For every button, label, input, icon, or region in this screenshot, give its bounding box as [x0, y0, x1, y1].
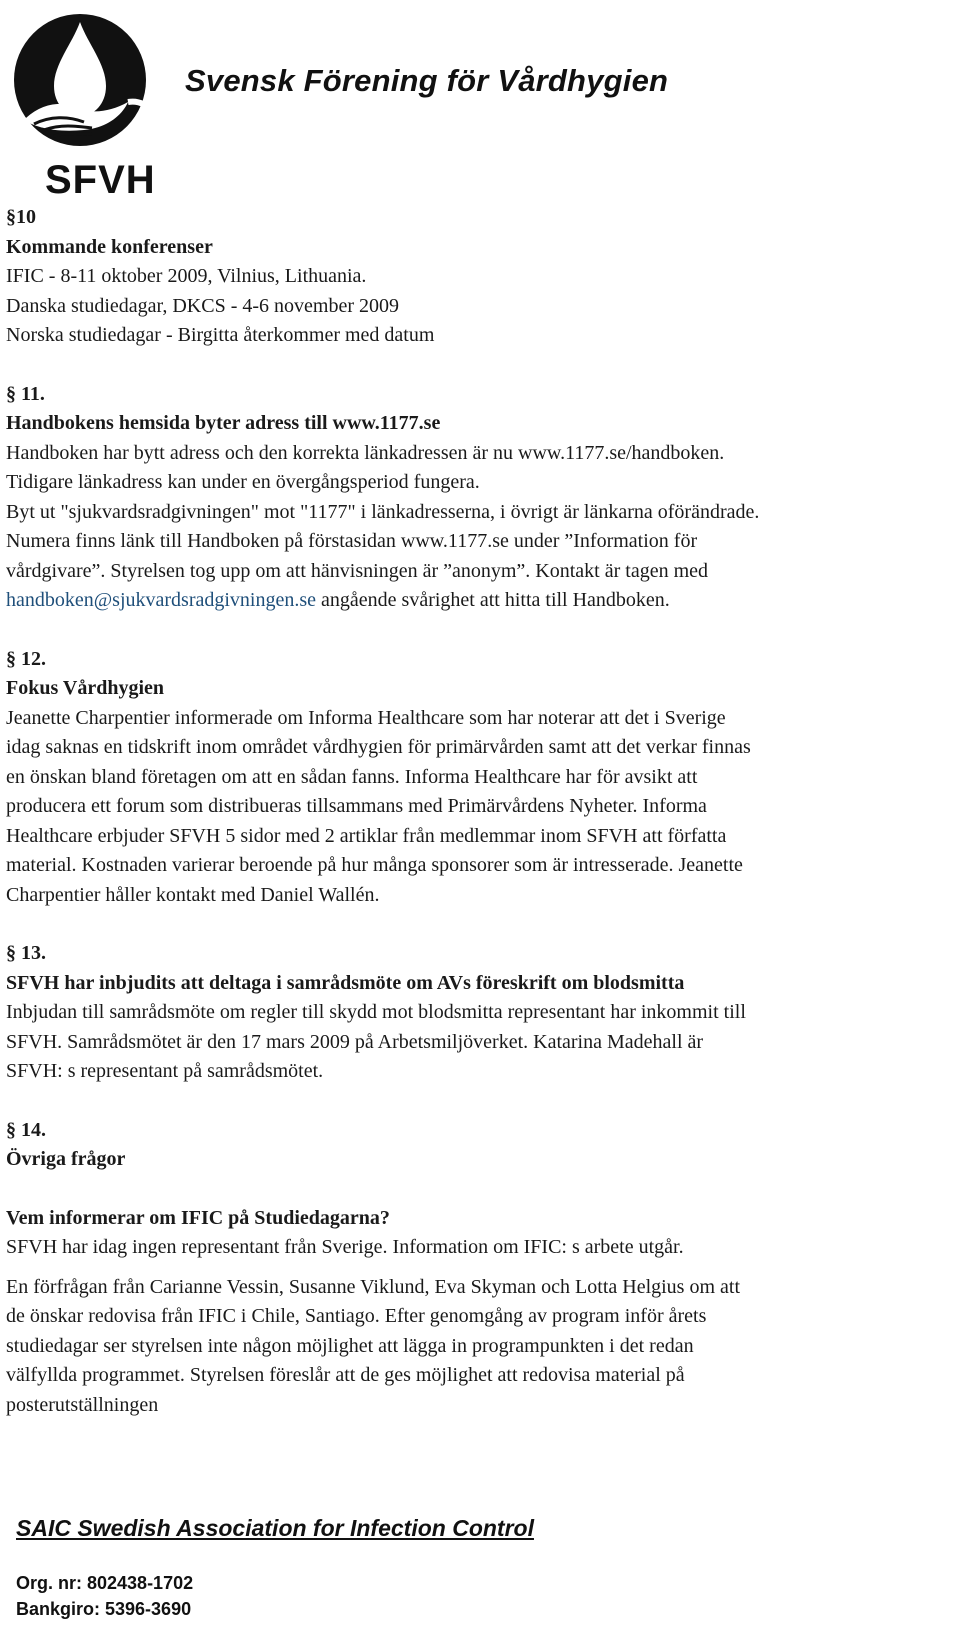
- section-title: Kommande konferenser: [6, 235, 213, 258]
- section-line: Healthcare erbjuder SFVH 5 sidor med 2 artiklar från medlemmar inom SFVH att författa: [6, 824, 727, 847]
- sfvh-logo: [10, 8, 720, 208]
- section-line: Norska studiedagar - Birgitta återkommer med datum: [6, 324, 435, 346]
- section-line: producera ett forum som distribueras tillsammans med Primärvårdens Nyheter. Informa: [6, 795, 707, 817]
- section-line: studiedagar ser styrelsen inte någon möjlighet att lägga in programpunkten i det redan: [6, 1334, 694, 1357]
- section-line: Charpentier håller kontakt med Daniel Wallén.: [6, 883, 380, 906]
- spacer: [6, 616, 956, 645]
- section-line: SFVH: s representant på samrådsmötet.: [6, 1060, 324, 1082]
- section-line: material. Kostnaden varierar beroende på hur många sponsorer som är intresserade. Jeanette: [6, 854, 743, 876]
- section-line: välfyllda programmet. Styrelsen föreslår att de ges möjlighet att redovisa material på: [6, 1364, 685, 1386]
- section-number: § 14.: [6, 1118, 46, 1141]
- spacer: [16, 1542, 534, 1570]
- section-title: SFVH har inbjudits att deltaga i samrådsmöte om AVs föreskrift om blodsmitta: [6, 971, 685, 994]
- section-10: [6, 203, 956, 351]
- spacer: [6, 1175, 956, 1204]
- section-line-rest: angående svårighet att hitta till Handboken.: [316, 589, 670, 611]
- section-line: Tidigare länkadress kan under en övergångsperiod fungera.: [6, 471, 480, 493]
- section-number: § 11.: [6, 382, 45, 405]
- section-line: Danska studiedagar, DKCS - 4-6 november 2009: [6, 294, 400, 317]
- org-abbr: SFVH: [45, 158, 156, 202]
- section-line: Byt ut "sjukvardsradgivningen" mot "1177" i länkadresserna, i övrigt är länkarna oförändrade.: [6, 500, 760, 523]
- section-number: § 13.: [6, 942, 46, 964]
- section-13: [6, 939, 956, 1087]
- section-line: Jeanette Charpentier informerade om Informa Healthcare som har noterar att det i Sverige: [6, 706, 726, 729]
- section-line: de önskar redovisa från IFIC i Chile, Santiago. Efter genomgång av program inför årets: [6, 1305, 707, 1327]
- footer-bankgiro: Bankgiro: 5396-3690: [16, 1599, 192, 1619]
- spacer: [6, 910, 956, 939]
- section-title: Övriga frågor: [6, 1148, 126, 1170]
- section-line: idag saknas en tidskrift inom området vårdhygien för primärvården samt att det verkar finnas: [6, 736, 751, 758]
- section-line: Handboken har bytt adress och den korrekta länkadressen är nu www.1177.se/handboken.: [6, 441, 725, 464]
- footer-org-nr: Org. nr: 802438-1702: [16, 1573, 194, 1593]
- minutes-body: [6, 203, 956, 1420]
- org-full-name: Svensk Förening för Vårdhygien: [185, 63, 669, 98]
- section-title: Fokus Vårdhygien: [6, 677, 165, 699]
- drop-hand-emblem-icon: [10, 8, 190, 158]
- section-line: posterutställningen: [6, 1393, 159, 1416]
- section-line: Numera finns länk till Handboken på förstasidan www.1177.se under ”Information för: [6, 530, 698, 552]
- email-link[interactable]: handboken@sjukvardsradgivningen.se: [6, 589, 317, 611]
- section-line: IFIC - 8-11 oktober 2009, Vilnius, Lithuania.: [6, 265, 367, 287]
- section-title: Handbokens hemsida byter adress till www.1177.se: [6, 412, 441, 434]
- section-12: [6, 645, 956, 911]
- spacer: [6, 1087, 956, 1116]
- spacer: [6, 1263, 956, 1273]
- section-number: § 12.: [6, 647, 46, 670]
- section-line: Inbjudan till samrådsmöte om regler till skydd mot blodsmitta representant har inkommit till: [6, 1001, 746, 1023]
- section-line: SFVH har idag ingen representant från Sverige. Information om IFIC: s arbete utgår.: [6, 1236, 684, 1258]
- section-14: [6, 1116, 956, 1421]
- section-line: vårdgivare”. Styrelsen tog upp om att hänvisningen är ”anonym”. Kontakt är tagen med: [6, 559, 709, 582]
- footer-org-name: SAIC Swedish Association for Infection Control: [16, 1515, 534, 1541]
- spacer: [6, 351, 956, 380]
- page-footer: [16, 1515, 534, 1622]
- section-line: En förfrågan från Carianne Vessin, Susanne Viklund, Eva Skyman och Lotta Helgius om att: [6, 1275, 741, 1298]
- section-11: [6, 380, 956, 616]
- section-line: en önskan bland företagen om att en sådan fanns. Informa Healthcare har för avsikt att: [6, 765, 698, 788]
- section-number: §10: [6, 206, 36, 228]
- section-subtitle: Vem informerar om IFIC på Studiedagarna?: [6, 1206, 390, 1229]
- section-line: [6, 586, 956, 616]
- section-line: SFVH. Samrådsmötet är den 17 mars 2009 på Arbetsmiljöverket. Katarina Madehall är: [6, 1030, 704, 1053]
